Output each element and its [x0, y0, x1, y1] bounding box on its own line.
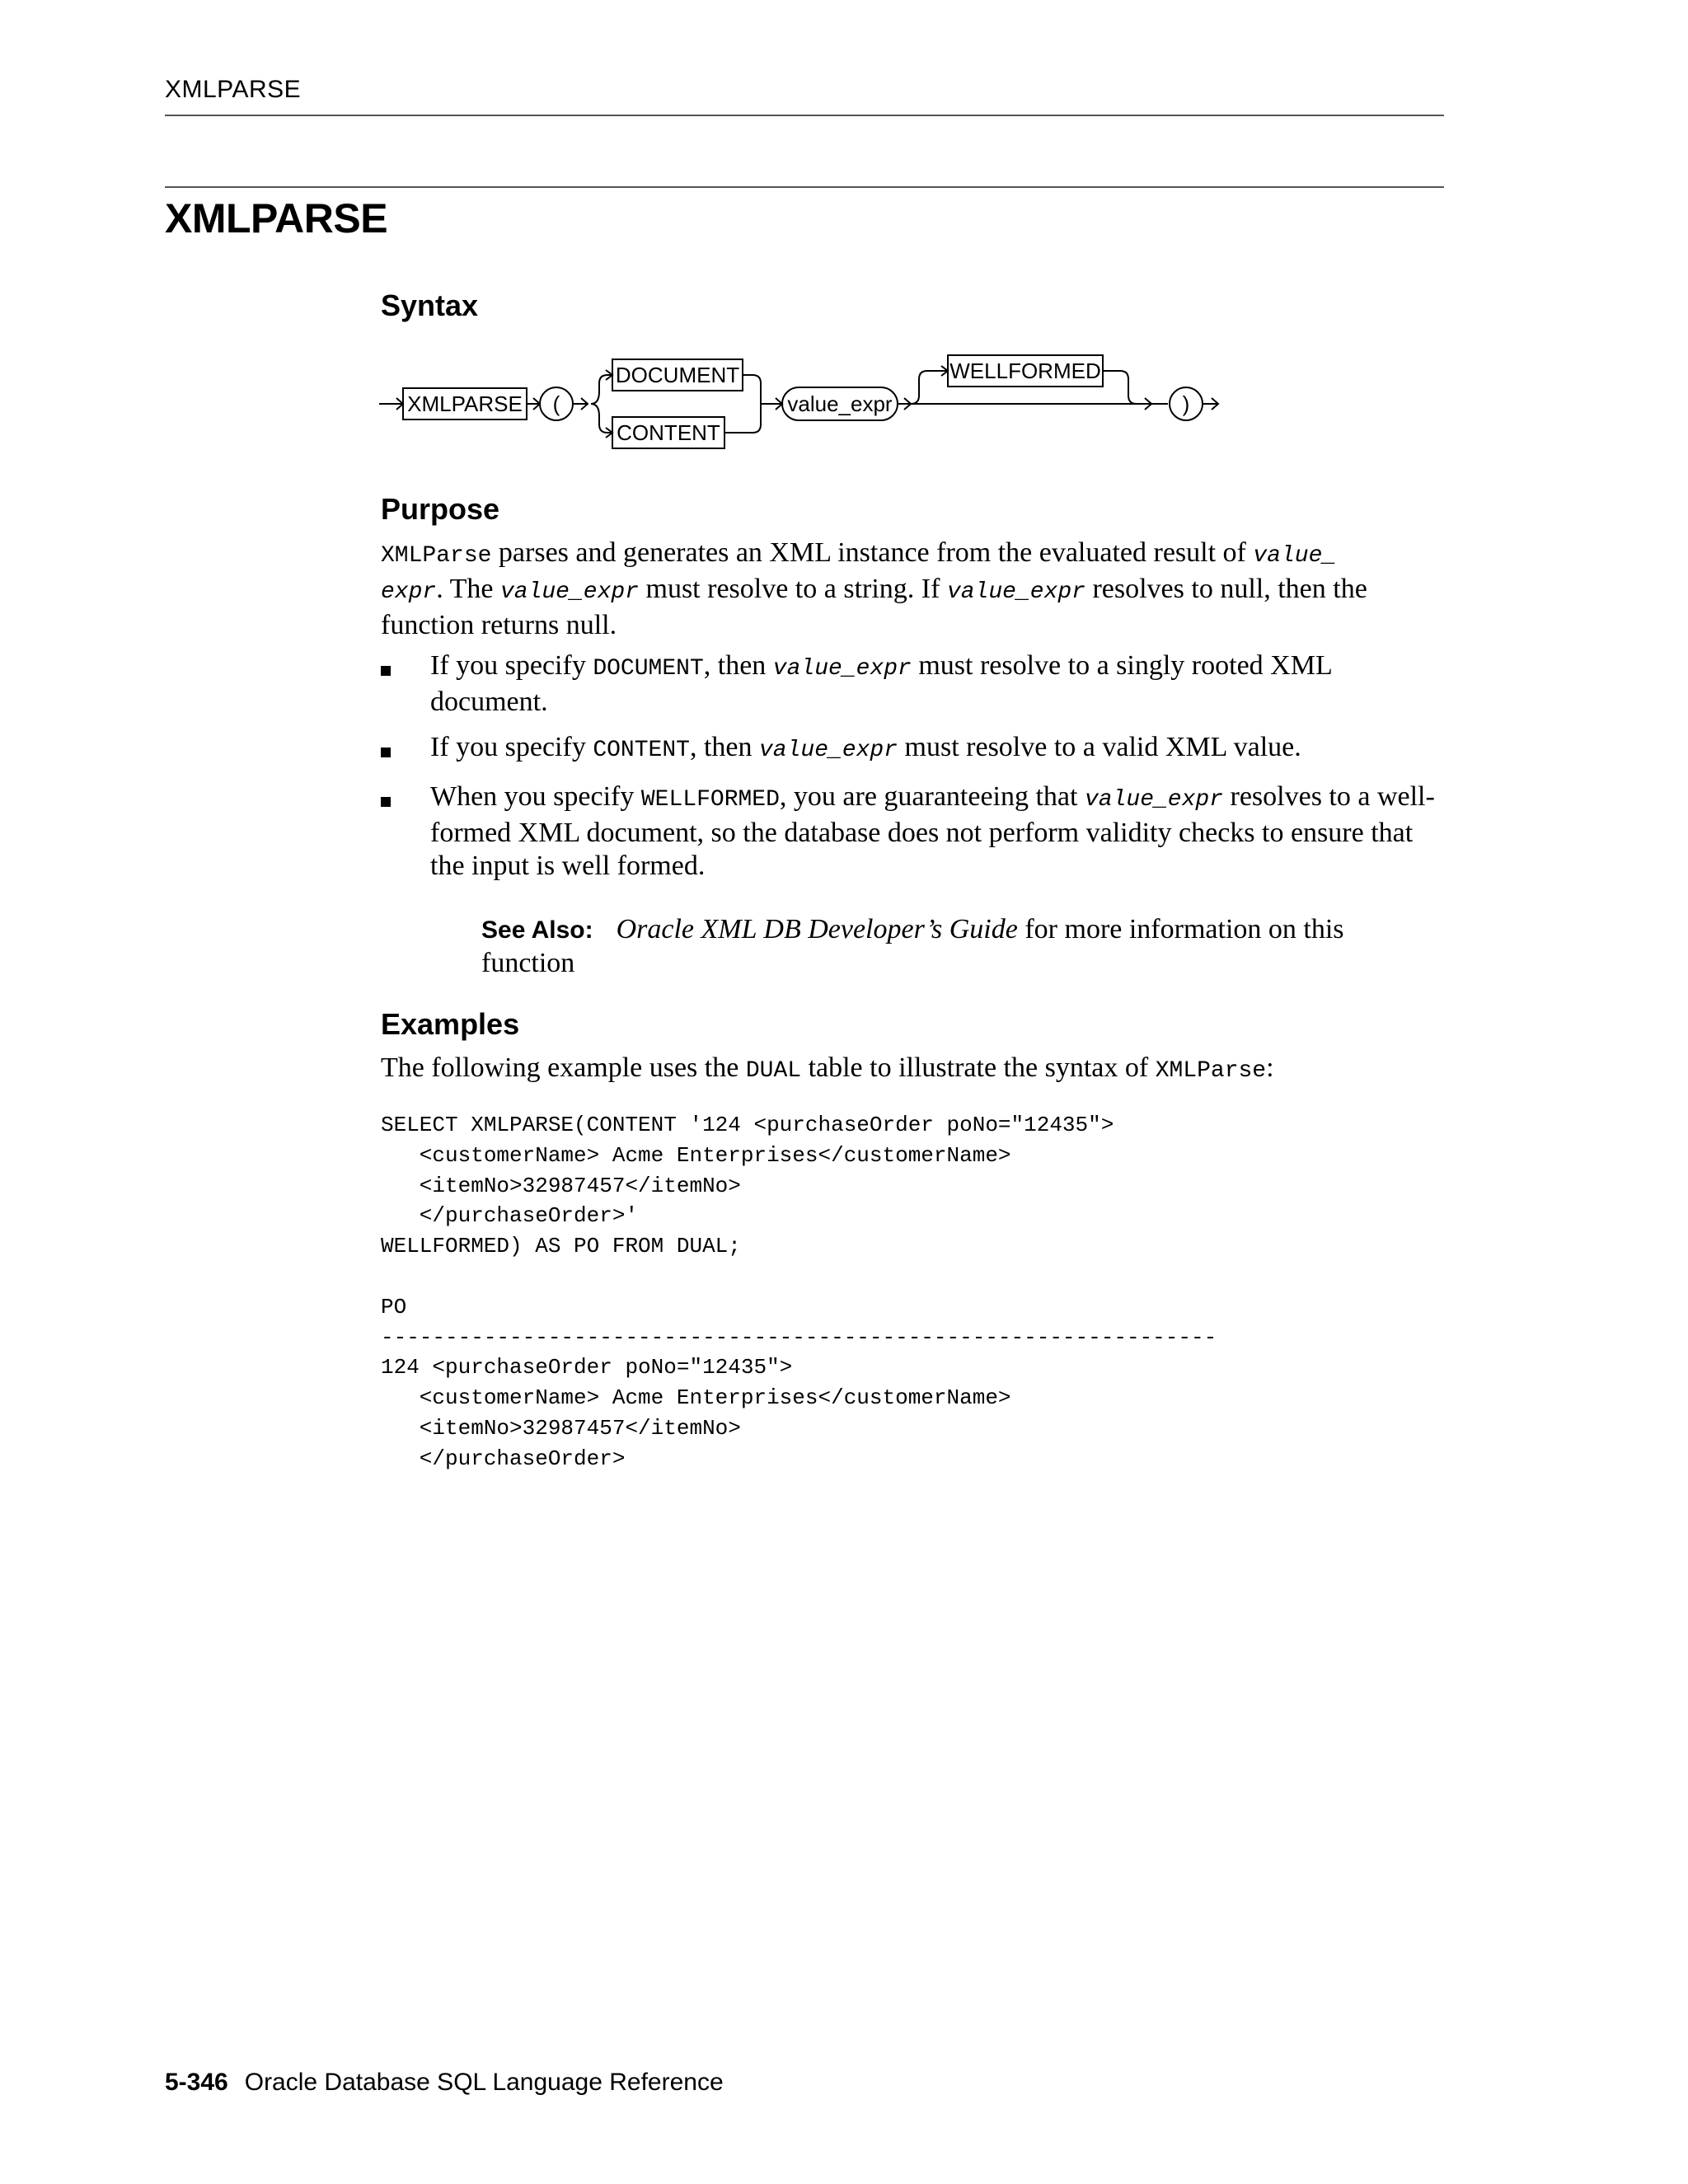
inline-variable: value_expr — [759, 738, 898, 763]
header-rule — [165, 115, 1444, 116]
inline-code: DOCUMENT — [593, 656, 704, 682]
diagram-close-paren: ) — [1182, 391, 1190, 416]
purpose-heading: Purpose — [381, 492, 500, 526]
running-header: XMLPARSE — [165, 76, 302, 103]
diagram-value-expr: value_expr — [787, 391, 893, 416]
diagram-option-content: CONTENT — [617, 420, 720, 445]
see-also-book-title: Oracle XML DB Developer’s Guide — [616, 914, 1018, 944]
syntax-heading: Syntax — [381, 288, 479, 322]
examples-heading: Examples — [381, 1007, 520, 1041]
bullet-item-wellformed: When you specify WELLFORMED, you are guaranteeing that value_expr resolves to a well-formed XML document, so the database does not perform validity checks to ensure that the input is well formed. — [430, 781, 1435, 881]
title-rule — [165, 186, 1444, 188]
inline-code: WELLFORMED — [640, 787, 780, 813]
bullet-marker — [381, 748, 391, 757]
diagram-option-wellformed: WELLFORMED — [950, 359, 1101, 383]
inline-variable: value_expr — [772, 656, 912, 682]
page-title: XMLPARSE — [165, 195, 388, 241]
inline-variable: value_ — [1253, 543, 1337, 569]
examples-intro: The following example uses the DUAL table to illustrate the syntax of XMLParse: — [381, 1052, 1274, 1084]
diagram-open-paren: ( — [552, 391, 560, 416]
page-footer — [165, 2069, 724, 2097]
inline-code: CONTENT — [593, 738, 690, 763]
diagram-keyword-xmlparse: XMLPARSE — [407, 391, 523, 416]
inline-variable: expr — [381, 579, 437, 605]
diagram-option-document: DOCUMENT — [615, 363, 740, 387]
see-also-label: See Also: — [481, 916, 593, 944]
inline-code: DUAL — [745, 1058, 802, 1084]
bullet-marker — [381, 797, 391, 807]
inline-code: XMLParse — [381, 543, 492, 569]
purpose-paragraph: XMLParse parses and generates an XML instance from the evaluated result of value_ expr. The value_expr must resolve to a string. If value_expr resolves to null, then the function returns null. — [381, 537, 1367, 640]
see-also-note: See Also: Oracle XML DB Developer’s Guide for more information on this function — [481, 914, 1344, 978]
inline-code: XMLParse — [1155, 1058, 1267, 1084]
bullet-item-content: If you specify CONTENT, then value_expr must resolve to a valid XML value. — [430, 732, 1301, 763]
page-number: 5-346 — [165, 2069, 228, 2096]
code-example: SELECT XMLPARSE(CONTENT '124 <purchaseOrder poNo="12435"> <customerName> Acme Enterprises</customerName> <itemNo>32987457</itemNo> </purchaseOrder>' WELLFORMED) AS PO FROM DUAL; PO ----------------------------------------------------------------- 124 <purchaseOrder poNo="12435"> <customerName> Acme Enterprises</customerName> <itemNo>32987457</itemNo> </purchaseOrder> — [381, 1113, 1217, 1471]
book-title: Oracle Database SQL Language Reference — [244, 2069, 724, 2096]
bullet-marker — [381, 666, 391, 676]
syntax-diagram — [375, 346, 1240, 462]
inline-variable: value_expr — [499, 579, 639, 605]
bullet-item-document: If you specify DOCUMENT, then value_expr must resolve to a singly rooted XML document. — [430, 650, 1332, 717]
inline-variable: value_expr — [946, 579, 1085, 605]
inline-variable: value_expr — [1084, 787, 1224, 813]
